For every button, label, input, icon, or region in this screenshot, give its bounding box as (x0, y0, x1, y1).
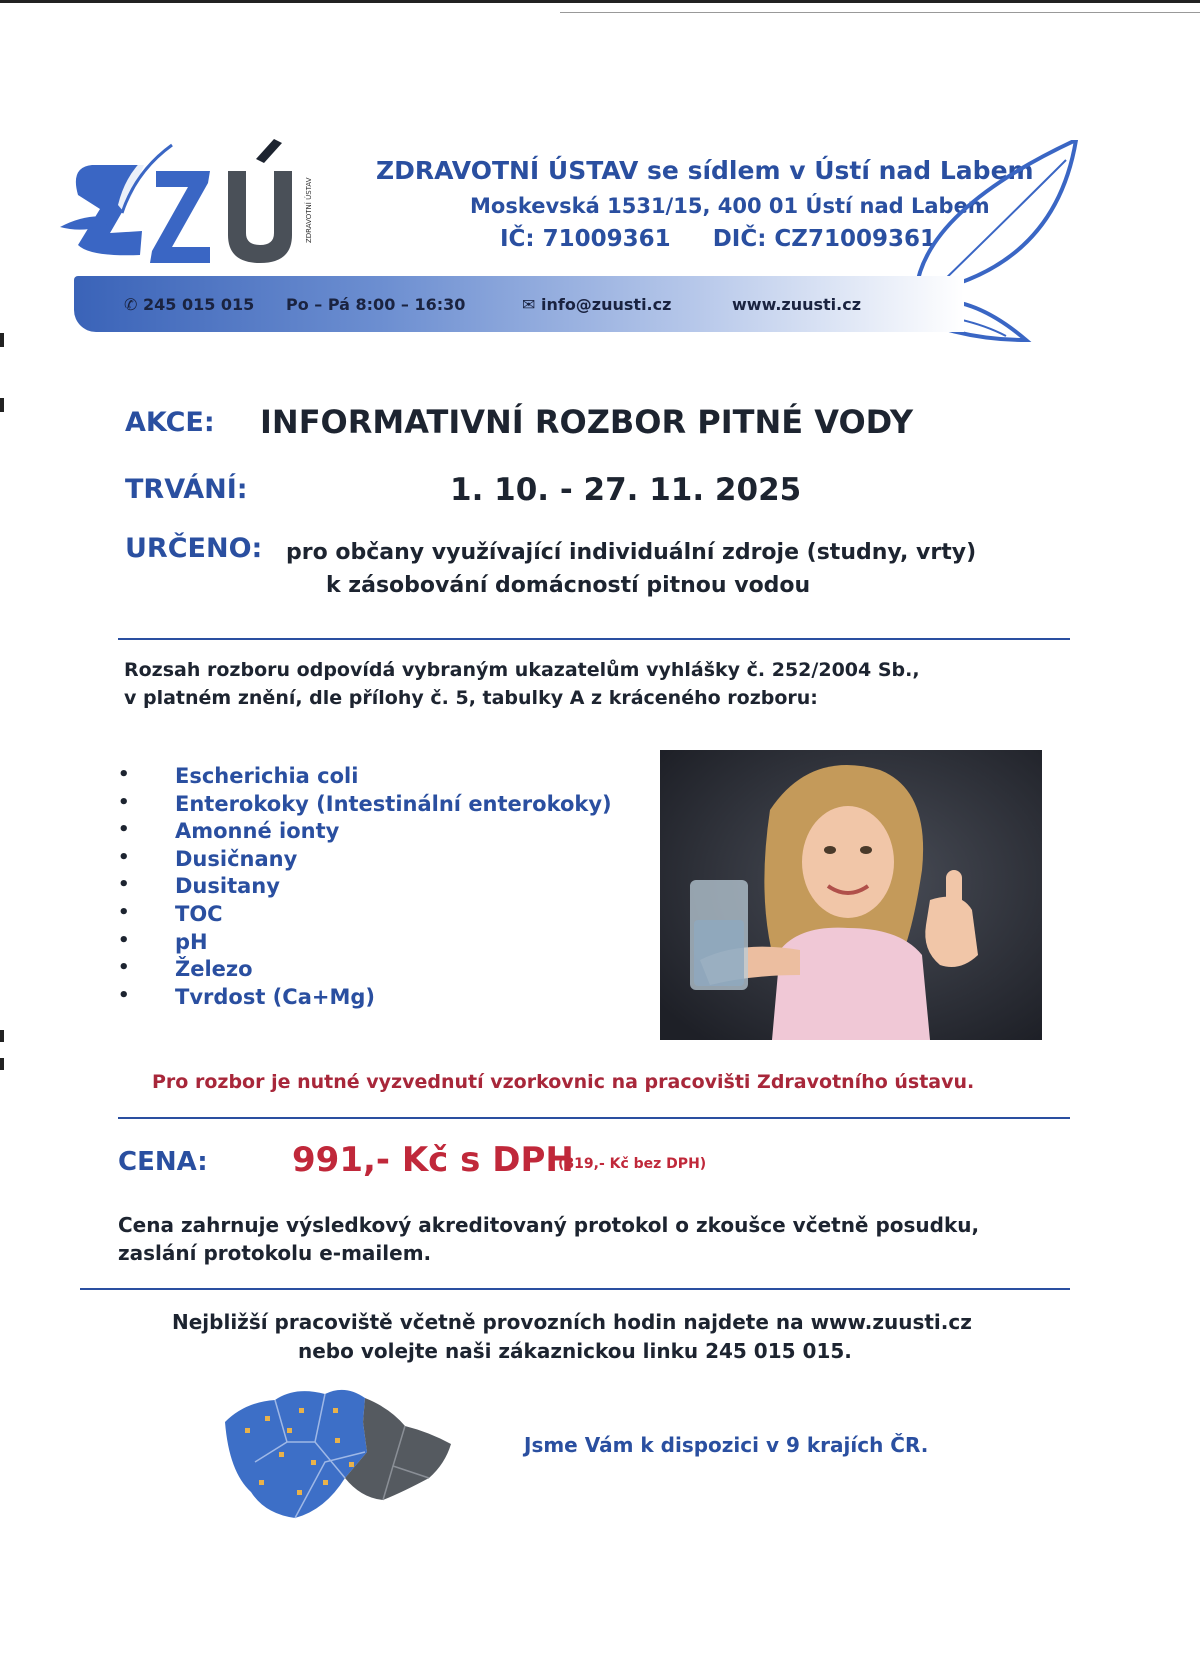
list-item: • pH (118, 930, 612, 958)
czech-regions-map (215, 1382, 455, 1522)
ic-number: IČ: 71009361 (500, 226, 671, 252)
scan-mark (0, 1058, 4, 1070)
price-with-vat: 991,- Kč s DPH (292, 1140, 574, 1180)
scan-mark (0, 333, 4, 347)
indicator-list (118, 764, 612, 1012)
scan-edge-line (560, 12, 1200, 13)
dic-number: DIČ: CZ71009361 (712, 226, 937, 252)
urceno-line-2: k zásobování domácností pitnou vodou (326, 573, 811, 598)
zu-logo (60, 135, 340, 275)
footer-line-1: Nejbližší pracoviště včetně provozních hodin najdete na www.zuusti.cz (172, 1310, 972, 1334)
price-without-vat: (819,- Kč bez DPH) (558, 1156, 707, 1172)
scan-mark (0, 1030, 4, 1042)
org-address: Moskevská 1531/15, 400 01 Ústí nad Labem (470, 194, 990, 218)
list-item: • Dusičnany (118, 847, 612, 875)
trvani-dates: 1. 10. - 27. 11. 2025 (450, 472, 802, 508)
footer-line-2: nebo volejte naši zákaznickou linku 245 015 015. (298, 1339, 852, 1363)
logo-text (178, 210, 179, 211)
list-item: • Dusitany (118, 874, 612, 902)
urceno-line-1: pro občany využívající individuální zdroje (studny, vrty) (286, 540, 977, 565)
trvani-label: TRVÁNÍ: (125, 474, 248, 505)
list-item: • Tvrdost (Ca+Mg) (118, 985, 612, 1013)
scan-mark (0, 398, 4, 412)
availability-note: Jsme Vám k dispozici v 9 krajích ČR. (524, 1433, 929, 1457)
website-link[interactable]: www.zuusti.cz (732, 295, 862, 314)
scope-line-2: v platném znění, dle přílohy č. 5, tabulky A z kráceného rozboru: (124, 687, 818, 709)
email-link[interactable]: ✉ info@zuusti.cz (522, 295, 672, 314)
list-item: • Amonné ionty (118, 819, 612, 847)
list-item: • Enterokoky (Intestinální enterokoky) (118, 792, 612, 820)
divider (80, 1288, 1070, 1290)
price-label: CENA: (118, 1147, 208, 1177)
divider (118, 638, 1070, 640)
list-item: • Escherichia coli (118, 764, 612, 792)
girl-with-water-photo (660, 750, 1042, 1040)
akce-title: INFORMATIVNÍ ROZBOR PITNÉ VODY (260, 403, 914, 441)
list-item: • Železo (118, 957, 612, 985)
list-item: • TOC (118, 902, 612, 930)
urceno-label: URČENO: (125, 533, 263, 564)
office-hours: Po – Pá 8:00 – 16:30 (286, 295, 466, 314)
org-name: ZDRAVOTNÍ ÚSTAV se sídlem v Ústí nad Labem (376, 156, 1034, 185)
price-includes-line-1: Cena zahrnuje výsledkový akreditovaný protokol o zkoušce včetně posudku, (118, 1213, 980, 1237)
logo-vertical-label: ZDRAVOTNÍ ÚSTAV (305, 177, 313, 243)
phone-number[interactable]: ✆ 245 015 015 (124, 295, 255, 314)
pickup-notice: Pro rozbor je nutné vyzvednutí vzorkovnic na pracovišti Zdravotního ústavu. (152, 1071, 975, 1093)
divider (118, 1117, 1070, 1119)
price-includes-line-2: zaslání protokolu e-mailem. (118, 1241, 432, 1265)
akce-label: AKCE: (125, 407, 215, 438)
scan-edge-line (0, 0, 1200, 3)
scope-line-1: Rozsah rozboru odpovídá vybraným ukazatelům vyhlášky č. 252/2004 Sb., (124, 659, 920, 681)
